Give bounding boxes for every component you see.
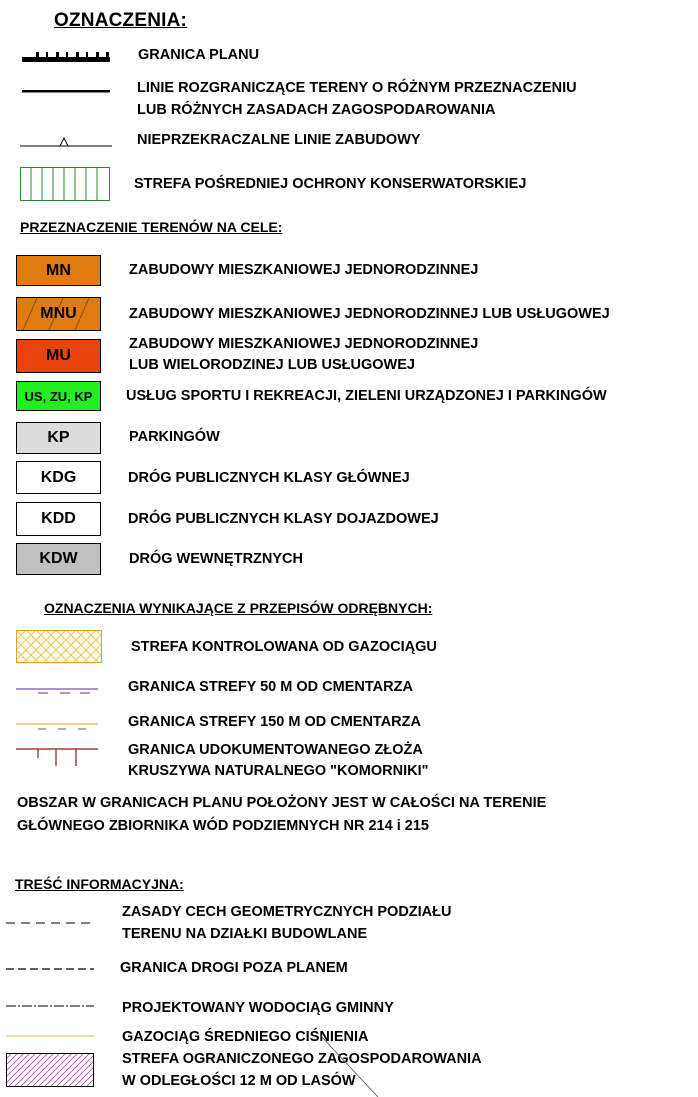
plot-division-line-icon bbox=[6, 921, 94, 925]
groundwater-note-1: OBSZAR W GRANICACH PLANU POŁOŻONY JEST W CAŁOŚCI NA TERENIE bbox=[17, 795, 547, 811]
mn-code: MN bbox=[46, 261, 71, 279]
heritage-zone-icon bbox=[20, 167, 110, 201]
kdd-code: KDD bbox=[41, 510, 76, 527]
kdw-swatch bbox=[16, 543, 101, 575]
plan-boundary-icon bbox=[22, 52, 112, 64]
deposit-label-2: KRUSZYWA NATURALNEGO "KOMORNIKI" bbox=[128, 763, 429, 779]
road-boundary-label: GRANICA DROGI POZA PLANEM bbox=[120, 960, 348, 976]
demarcation-line-label-1: LINIE ROZGRANICZĄCE TERENY O RÓŻNYM PRZEZNACZENIU bbox=[137, 80, 577, 96]
deposit-boundary-icon bbox=[16, 744, 98, 768]
info-heading: TREŚĆ INFORMACYJNA: bbox=[15, 876, 184, 892]
mnu-swatch bbox=[16, 297, 101, 331]
mu-swatch bbox=[16, 339, 101, 373]
us-zu-kp-label: USŁUG SPORTU I REKREACJI, ZIELENI URZĄDZONEJ I PARKINGÓW bbox=[126, 388, 607, 404]
cemetery-50-line-icon bbox=[16, 684, 98, 696]
stray-stroke-icon bbox=[320, 1035, 380, 1097]
gas-pipeline-line-icon bbox=[6, 1034, 94, 1038]
cemetery-150-label: GRANICA STREFY 150 M OD CMENTARZA bbox=[128, 714, 421, 730]
us-zu-kp-code: US, ZU, KP bbox=[24, 388, 93, 404]
kp-swatch bbox=[16, 422, 101, 454]
mnu-code: MNU bbox=[40, 305, 77, 322]
land-use-heading: PRZEZNACZENIE TERENÓW NA CELE: bbox=[20, 219, 283, 235]
cemetery-50-label: GRANICA STREFY 50 M OD CMENTARZA bbox=[128, 679, 413, 695]
kdw-label: DRÓG WEWNĘTRZNYCH bbox=[129, 551, 303, 567]
mn-label: ZABUDOWY MIESZKANIOWEJ JEDNORODZINNEJ bbox=[129, 262, 479, 278]
heritage-zone-label: STREFA POŚREDNIEJ OCHRONY KONSERWATORSKIEJ bbox=[134, 176, 527, 192]
forest-zone-label-2: W ODLEGŁOŚCI 12 M OD LASÓW bbox=[122, 1073, 356, 1089]
regulations-heading: OZNACZENIA WYNIKAJĄCE Z PRZEPISÓW ODRĘBNYCH: bbox=[44, 600, 433, 616]
building-line-label: NIEPRZEKRACZALNE LINIE ZABUDOWY bbox=[137, 132, 421, 148]
groundwater-note-2: GŁÓWNEGO ZBIORNIKA WÓD PODZIEMNYCH NR 214 i 215 bbox=[17, 818, 429, 834]
kdg-label: DRÓG PUBLICZNYCH KLASY GŁÓWNEJ bbox=[128, 470, 410, 486]
forest-zone-label-1: STREFA OGRANICZONEGO ZAGOSPODAROWANIA bbox=[122, 1051, 482, 1067]
demarcation-line-label-2: LUB RÓŻNYCH ZASADACH ZAGOSPODAROWANIA bbox=[137, 102, 496, 118]
water-main-label: PROJEKTOWANY WODOCIĄG GMINNY bbox=[122, 1000, 394, 1016]
demarcation-line-icon bbox=[22, 90, 110, 94]
water-main-line-icon bbox=[6, 1004, 94, 1008]
plot-division-label-1: ZASADY CECH GEOMETRYCZNYCH PODZIAŁU bbox=[122, 904, 452, 920]
kdg-swatch bbox=[16, 461, 101, 494]
kdd-swatch bbox=[16, 502, 101, 536]
mu-label-2: LUB WIELORODZINEJ LUB USŁUGOWEJ bbox=[129, 357, 415, 373]
mu-label-1: ZABUDOWY MIESZKANIOWEJ JEDNORODZINNEJ bbox=[129, 336, 479, 352]
legend-title: OZNACZENIA: bbox=[54, 10, 188, 31]
mu-code: MU bbox=[46, 347, 71, 364]
mnu-label: ZABUDOWY MIESZKANIOWEJ JEDNORODZINNEJ LUB USŁUGOWEJ bbox=[129, 306, 610, 322]
gas-pipeline-label: GAZOCIĄG ŚREDNIEGO CIŚNIENIA bbox=[122, 1029, 369, 1045]
kdd-label: DRÓG PUBLICZNYCH KLASY DOJAZDOWEJ bbox=[128, 511, 439, 527]
plot-division-label-2: TERENU NA DZIAŁKI BUDOWLANE bbox=[122, 926, 368, 942]
deposit-label-1: GRANICA UDOKUMENTOWANEGO ZŁOŻA bbox=[128, 742, 423, 758]
building-line-icon bbox=[20, 134, 112, 148]
kp-label: PARKINGÓW bbox=[129, 429, 220, 445]
gas-zone-icon bbox=[16, 630, 102, 663]
mn-swatch bbox=[16, 255, 101, 286]
plan-boundary-label: GRANICA PLANU bbox=[138, 47, 260, 63]
kp-code: KP bbox=[47, 429, 70, 446]
kdg-code: KDG bbox=[40, 468, 77, 486]
kdw-code: KDW bbox=[39, 550, 78, 567]
us-zu-kp-swatch bbox=[16, 381, 101, 411]
forest-zone-icon bbox=[6, 1053, 94, 1087]
cemetery-150-line-icon bbox=[16, 719, 98, 733]
road-boundary-line-icon bbox=[6, 967, 94, 971]
gas-zone-label: STREFA KONTROLOWANA OD GAZOCIĄGU bbox=[131, 639, 437, 655]
